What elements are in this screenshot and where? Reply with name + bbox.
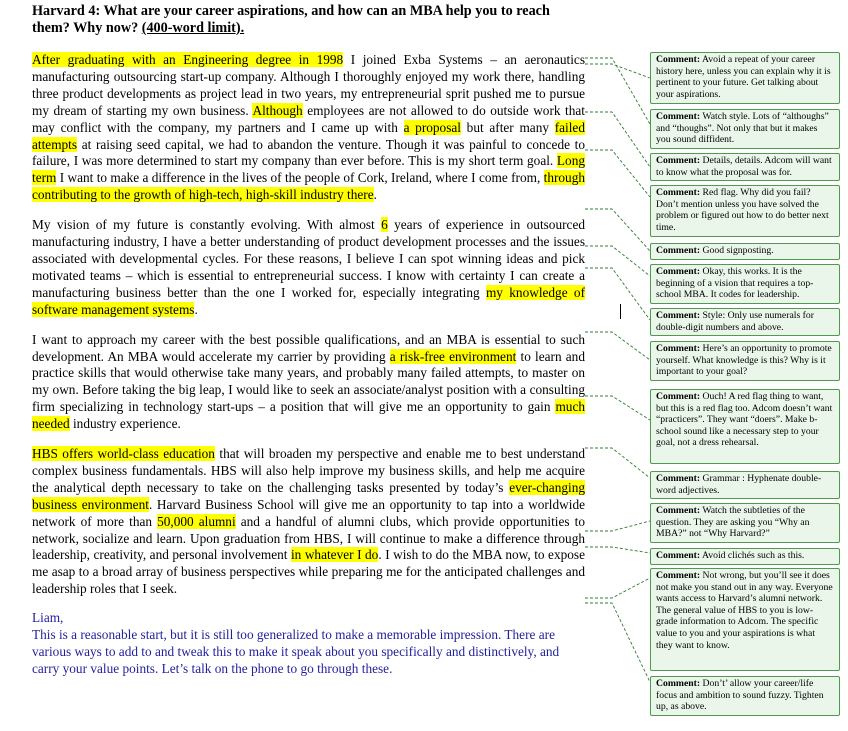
body-text: . Harvard Business School will give me an opportunity to tap into a worldwide network of more than xyxy=(32,496,585,529)
body-text: but after many xyxy=(460,119,555,135)
comment-balloon[interactable]: Comment: Good signposting. xyxy=(650,243,840,260)
body-text: industry experience. xyxy=(69,416,181,432)
reviewer-note xyxy=(32,610,585,678)
comment-balloon[interactable]: Comment: Red flag. Why did you fail? Don’t mention unless you have solved the problem or figured out how to do better next time. xyxy=(650,185,840,237)
comment-balloon[interactable]: Comment: Avoid clichés such as this. xyxy=(650,548,840,565)
highlighted-text: 50,000 alumni xyxy=(157,513,236,529)
comment-balloon[interactable]: Comment: Not wrong, but you’ll see it does not make you stand out in any way. Everyone wants access to Harvard’s alumni network. The general value of HBS to you is low-grade information to Adcom. The specific value to you and your aspirations is what they want to know. xyxy=(650,568,840,671)
highlighted-text: a risk-free environment xyxy=(389,348,517,364)
body-text: . xyxy=(373,187,377,203)
highlighted-text: After graduating with an Engineering degree in 1998 xyxy=(32,52,344,67)
paragraph-3 xyxy=(32,332,585,433)
comment-connector xyxy=(585,603,650,682)
highlighted-text: through contributing to the growth of high-tech, high-skill industry there xyxy=(32,170,585,203)
highlighted-text: in whatever I do xyxy=(290,547,379,563)
essay-document xyxy=(32,0,585,678)
body-text: to learn and practice skills that would otherwise take many years, and probably many failed attempts, to master on my own. Before taking the big leap, I would like to seek an associate/analyst position with a consulting firm specializing in technology start-ups – a position that will give me an opportunity to gain xyxy=(32,348,585,415)
paragraph-4 xyxy=(32,446,585,598)
body-text: at raising seed capital, we had to abandon the venture. Though it was painful to concede to failure, I was more determined to start my company than ever before. This is my short term goal. xyxy=(32,136,585,169)
comment-connector xyxy=(585,246,650,276)
body-text: . xyxy=(194,301,198,317)
highlighted-text: my knowledge of software management systems xyxy=(32,284,585,317)
question-heading xyxy=(32,3,585,37)
highlighted-text: ever-changing business environment xyxy=(32,479,585,512)
body-text: I want to approach my career with the best possible qualifications, and an MBA is essential to such development. An MBA would accelerate my carrier by providing xyxy=(32,331,585,364)
comment-connector xyxy=(585,396,650,420)
body-text: . I wish to do the MBA now, to expose me asap to a broad array of business perspectives while preparing me for the anticipated challenges and leadership roles that I seek. xyxy=(32,547,585,597)
highlighted-text: HBS offers world-class education xyxy=(32,446,215,462)
body-text: My vision of my future is constantly evolving. With almost xyxy=(32,217,382,233)
comment-balloon[interactable]: Comment: Watch the subtleties of the question. They are asking you “Why an MBA?” not “Why Harvard?” xyxy=(650,503,840,543)
paragraph-1 xyxy=(32,52,585,204)
comment-balloon[interactable]: Comment: Here’s an opportunity to promote yourself. What knowledge is this? Why is it important to your goal? xyxy=(650,341,840,381)
comment-connector xyxy=(585,547,650,553)
highlighted-text: 6 xyxy=(381,217,388,233)
paragraph-2 xyxy=(32,217,585,318)
comment-connector xyxy=(585,150,650,197)
comment-balloon[interactable]: Comment: Watch style. Lots of “althoughs” and “thoughs”. Not only that but it makes you sound diffident. xyxy=(650,109,840,149)
comment-balloon[interactable]: Comment: Style: Only use numerals for double-digit numbers and above. xyxy=(650,308,840,336)
text-cursor xyxy=(620,304,621,319)
comment-connector xyxy=(585,209,650,251)
comment-connector xyxy=(585,578,650,598)
body-text: and a handful of alumni clubs, which provide opportunities to network, socialize and learn. Upon graduation from HBS, I will continue to make a difference through leadership, creativity, and personal involvement xyxy=(32,513,585,563)
highlighted-text: Long term xyxy=(32,153,585,186)
question-text: Harvard 4: What are your career aspirations, and how can an MBA help you to reach them? Why now? xyxy=(32,3,550,36)
comment-balloon[interactable]: Comment: Okay, this works. It is the beginning of a vision that requires a top-school MBA. It codes for leadership. xyxy=(650,264,840,304)
highlighted-text: a proposal xyxy=(403,119,461,135)
word-limit: (400-word limit). xyxy=(141,20,245,36)
comment-connector xyxy=(585,58,650,124)
comment-connector xyxy=(585,64,650,78)
note-body: This is a reasonable start, but it is still too generalized to make a memorable impression. There are various ways to add to and tweak this to make it speak about you specifically and distinctively, and carry your value points. Let’s talk on the phone to go through these. xyxy=(32,627,560,676)
note-salutation: Liam, xyxy=(32,610,64,626)
comment-balloon[interactable]: Comment: Details, details. Adcom will want to know what the proposal was for. xyxy=(650,153,840,181)
comment-balloon[interactable]: Comment: Avoid a repeat of your career history here, unless you can explain why it is pertinent to your future. Get talking about your aspirations. xyxy=(650,52,840,104)
highlighted-text: much needed xyxy=(32,399,585,432)
body-text: I joined Exba Systems – an aeronautics manufacturing outsourcing start-up company. Although I thoroughly enjoyed my work there, handling three product developments as project lead in two years, my entrepreneurial sprit pushed me to pursue my dream of starting my own business. xyxy=(32,52,586,118)
highlighted-text: failed attempts xyxy=(32,119,585,152)
body-text: I want to make a difference in the lives of the people of Cork, Ireland, where I come from, xyxy=(56,170,544,186)
comment-balloon[interactable]: Comment: Ouch! A red flag thing to want, but this is a red flag too. Adcom doesn’t want “practicers”. They want “doers”. Make b-school sound like a necessary step to your goal, not a dress rehearsal. xyxy=(650,389,840,464)
body-text: years of experience in outsourced manufacturing industry, I have a better understanding of product development processes and the issues associated with developmental cycles. For these reasons, I believe I can spot winning ideas and pick motivated teams – which is essential to entrepreneurial success. I know with certainty I can create a manufacturing business better than the one I worked for, especially integrating xyxy=(32,217,585,300)
highlighted-text: Although xyxy=(252,102,303,118)
comment-balloon[interactable]: Comment: Don’t’ allow your career/life focus and ambition to sound fuzzy. Tighten up, as above. xyxy=(650,676,840,716)
comment-balloon[interactable]: Comment: Grammar : Hyphenate double-word adjectives. xyxy=(650,471,840,499)
body-text: employees are not allowed to do outside work that may conflict with the company, my partners and I came up with xyxy=(32,102,585,135)
comment-connector xyxy=(585,332,650,360)
comment-connector xyxy=(585,448,650,478)
body-text: that will broaden my perspective and enable me to best understand complex business fundamentals. HBS will also help improve my business skills, and help me acquire the analytical depth necessary to take on the challenging tasks presented by today’s xyxy=(32,446,585,495)
comment-connector xyxy=(585,521,650,531)
comment-connector xyxy=(585,112,650,167)
comment-connector xyxy=(585,268,650,320)
